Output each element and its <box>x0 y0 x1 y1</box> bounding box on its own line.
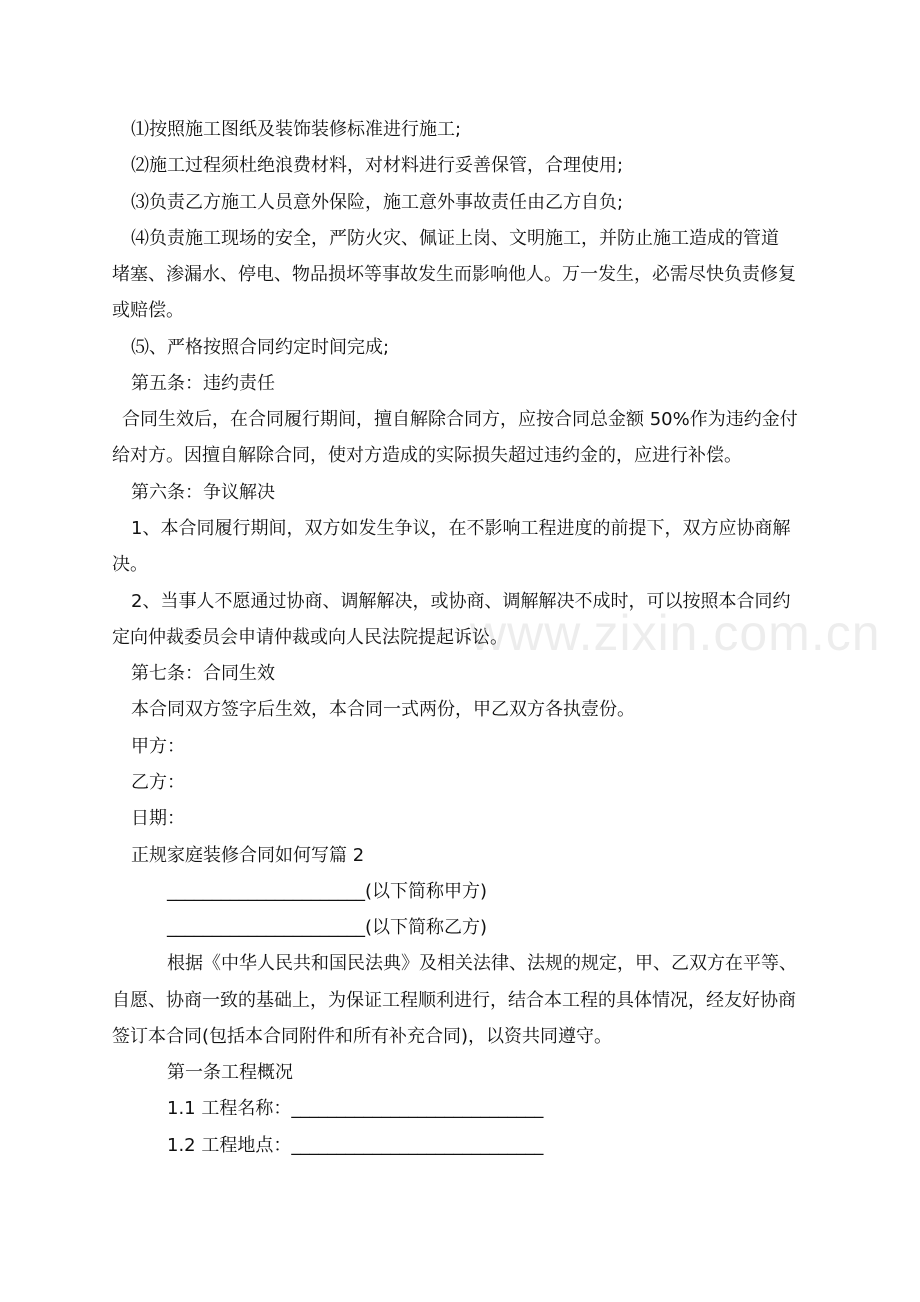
watermark: www.zixin.com.cn <box>470 605 881 661</box>
party-a-signature: 甲方： <box>131 736 185 757</box>
article-5-body-line-2: 给对方。因擅自解除合同，使对方造成的实际损失超过违约金的，应进行补偿。 <box>112 445 742 466</box>
preamble-line-2: 自愿、协商一致的基础上，为保证工程顺利进行，结合本工程的具体情况，经友好协商 <box>112 990 796 1011</box>
clause-item-4-line-3: 或赔偿。 <box>112 300 184 321</box>
project-location-field: 1.2 工程地点：____________________________ <box>167 1135 544 1156</box>
article-6-item-2-line-1: 2、当事人不愿通过协商、调解解决，或协商、调解解决不成时，可以按照本合同约 <box>131 591 791 612</box>
party-b-signature: 乙方： <box>131 772 185 793</box>
clause-item-5: ⑸、严格按照合同约定时间完成; <box>131 337 390 358</box>
article-1-heading: 第一条工程概况 <box>167 1062 293 1083</box>
clause-item-1: ⑴按照施工图纸及装饰装修标准进行施工; <box>131 119 462 140</box>
party-b-blank: ______________________(以下简称乙方) <box>167 917 488 938</box>
preamble-line-3: 签订本合同(包括本合同附件和所有补充合同)，以资共同遵守。 <box>112 1026 613 1047</box>
article-6-heading: 第六条：争议解决 <box>131 482 275 503</box>
preamble-line-1: 根据《中华人民共和国民法典》及相关法律、法规的规定，甲、乙双方在平等、 <box>167 953 797 974</box>
article-5-body-line-1: 合同生效后，在合同履行期间，擅自解除合同方，应按合同总金额 50%作为违约金付 <box>122 409 798 430</box>
article-6-item-2-line-2: 定向仲裁委员会申请仲裁或向人民法院提起诉讼。 <box>112 627 508 648</box>
article-6-item-1-line-1: 1、本合同履行期间，双方如发生争议，在不影响工程进度的前提下，双方应协商解 <box>131 518 791 539</box>
article-5-heading: 第五条：违约责任 <box>131 373 275 394</box>
clause-item-4-line-2: 堵塞、渗漏水、停电、物品损坏等事故发生而影响他人。万一发生，必需尽快负责修复 <box>112 264 796 285</box>
article-7-heading: 第七条：合同生效 <box>131 663 275 684</box>
clause-item-4-line-1: ⑷负责施工现场的安全，严防火灾、佩证上岗、文明施工，并防止施工造成的管道 <box>131 228 779 249</box>
article-6-item-1-line-2: 决。 <box>112 554 148 575</box>
clause-item-3: ⑶负责乙方施工人员意外保险，施工意外事故责任由乙方自负; <box>131 192 624 213</box>
project-name-field: 1.1 工程名称：____________________________ <box>167 1098 544 1119</box>
clause-item-2: ⑵施工过程须杜绝浪费材料，对材料进行妥善保管，合理使用; <box>131 155 624 176</box>
date-field: 日期： <box>131 808 185 829</box>
article-7-body: 本合同双方签字后生效，本合同一式两份，甲乙双方各执壹份。 <box>131 699 635 720</box>
section-title: 正规家庭装修合同如何写篇 2 <box>131 845 365 866</box>
party-a-blank: ______________________(以下简称甲方) <box>167 881 488 902</box>
